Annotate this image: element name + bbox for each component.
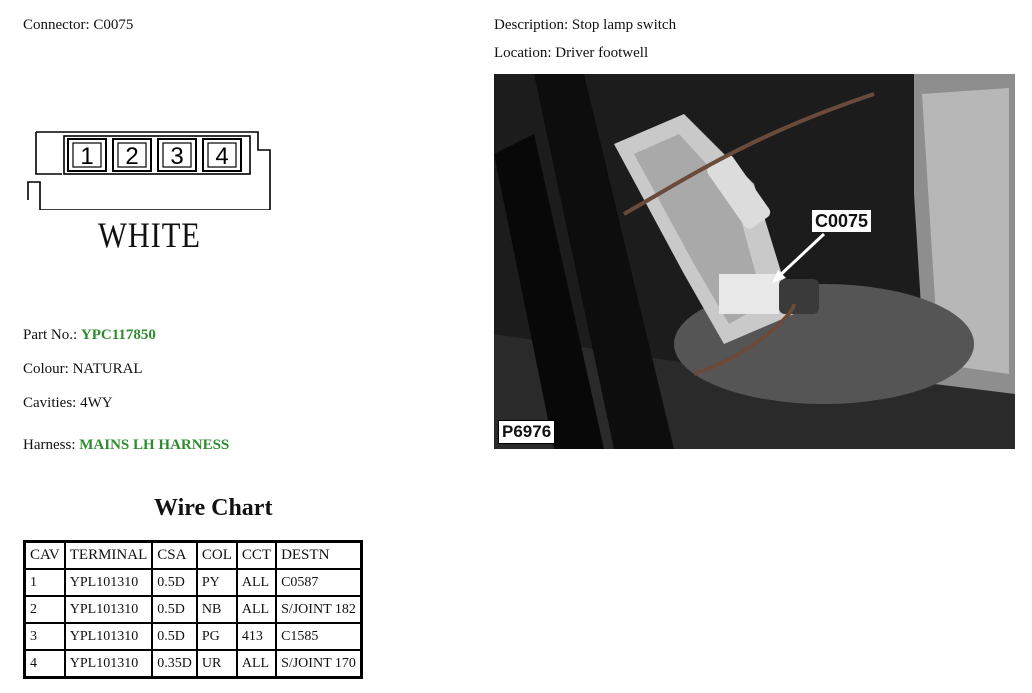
cavity-3-label: 3 xyxy=(170,143,184,170)
header-cav: CAV xyxy=(25,542,65,570)
cavity-1-label: 1 xyxy=(80,143,94,170)
connector-value: C0075 xyxy=(93,17,134,33)
description-label: Description: xyxy=(494,17,569,33)
cell-destn: S/JOINT 170 xyxy=(276,650,361,678)
cell-csa: 0.35D xyxy=(152,650,197,678)
cell-csa: 0.5D xyxy=(152,596,197,623)
connector-diagram xyxy=(26,130,272,210)
cell-cav: 1 xyxy=(25,569,65,596)
colour-label: Colour: xyxy=(23,361,69,377)
photo-callout-label: C0075 xyxy=(812,210,871,232)
cavity-2-label: 2 xyxy=(125,143,139,170)
cell-terminal: YPL101310 xyxy=(65,596,153,623)
colour-field xyxy=(23,361,143,378)
cell-terminal: YPL101310 xyxy=(65,623,153,650)
cavities-field xyxy=(23,395,113,412)
header-cct: CCT xyxy=(237,542,276,570)
header-col: COL xyxy=(197,542,237,570)
table-header-row xyxy=(25,542,362,570)
cavities-label: Cavities: xyxy=(23,395,77,411)
cell-cct: ALL xyxy=(237,650,276,678)
colour-value: NATURAL xyxy=(72,361,143,377)
cell-cav: 3 xyxy=(25,623,65,650)
cell-cct: ALL xyxy=(237,596,276,623)
location-value: Driver footwell xyxy=(555,45,649,61)
location-field xyxy=(494,45,648,62)
connector-label: Connector: xyxy=(23,17,90,33)
cell-col: NB xyxy=(197,596,237,623)
description-value: Stop lamp switch xyxy=(571,17,677,33)
location-label: Location: xyxy=(494,45,552,61)
cell-destn: S/JOINT 182 xyxy=(276,596,361,623)
table-row xyxy=(25,650,362,678)
cell-csa: 0.5D xyxy=(152,569,197,596)
wire-chart-title: Wire Chart xyxy=(154,495,273,521)
cell-terminal: YPL101310 xyxy=(65,569,153,596)
cavity-4-label: 4 xyxy=(215,143,229,170)
cell-cct: ALL xyxy=(237,569,276,596)
cell-col: PY xyxy=(197,569,237,596)
cell-col: PG xyxy=(197,623,237,650)
connector-field xyxy=(23,17,133,34)
cavities-value: 4WY xyxy=(80,395,113,411)
harness-label: Harness: xyxy=(23,437,76,453)
harness-link[interactable]: MAINS LH HARNESS xyxy=(79,437,230,453)
header-destn: DESTN xyxy=(276,542,361,570)
wire-chart-table xyxy=(23,540,363,679)
header-csa: CSA xyxy=(152,542,197,570)
housing-colour-text: WHITE xyxy=(98,215,201,255)
cell-destn: C0587 xyxy=(276,569,361,596)
part-no-link[interactable]: YPC117850 xyxy=(80,327,156,343)
description-field xyxy=(494,17,676,34)
cell-col: UR xyxy=(197,650,237,678)
cell-cav: 4 xyxy=(25,650,65,678)
cell-destn: C1585 xyxy=(276,623,361,650)
table-row xyxy=(25,569,362,596)
cell-cct: 413 xyxy=(237,623,276,650)
cell-cav: 2 xyxy=(25,596,65,623)
location-photo xyxy=(494,74,1015,449)
harness-field xyxy=(23,437,229,454)
photo-ref-label: P6976 xyxy=(498,420,555,444)
table-row xyxy=(25,596,362,623)
cell-csa: 0.5D xyxy=(152,623,197,650)
part-no-field xyxy=(23,327,156,344)
part-no-label: Part No.: xyxy=(23,327,78,343)
cell-terminal: YPL101310 xyxy=(65,650,153,678)
table-row xyxy=(25,623,362,650)
header-terminal: TERMINAL xyxy=(65,542,153,570)
